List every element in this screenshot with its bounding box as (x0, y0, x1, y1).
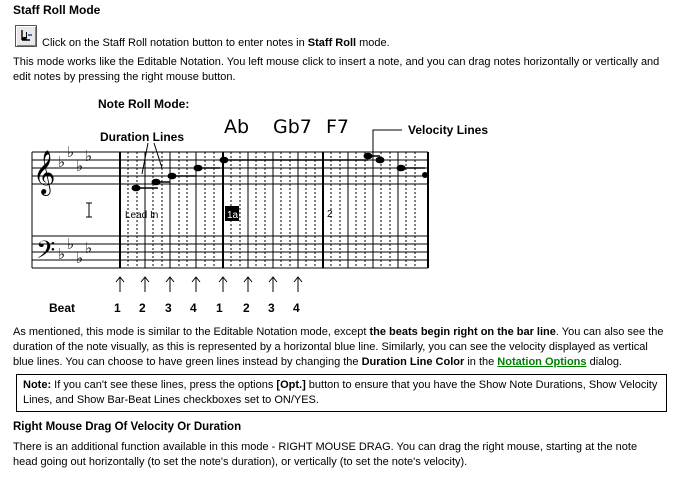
svg-text:3: 3 (165, 301, 172, 315)
beat-arrows (116, 277, 302, 292)
measure-2-marker: 2 (327, 209, 333, 220)
figure-heading: Note Roll Mode: (98, 97, 190, 111)
svg-text:♭: ♭ (76, 158, 84, 175)
svg-text:3: 3 (268, 301, 275, 315)
page-title: Staff Roll Mode (13, 3, 101, 17)
svg-text:♭: ♭ (76, 250, 84, 267)
beat-numbers (114, 301, 300, 315)
barlines (120, 152, 428, 268)
note-box: Note: If you can't see these lines, press the options [Opt.] button to ensure that you have the Show Note Durations, Show Velocity Lines, and Show Bar-Beat Lines checkboxes set to ON/YES. (16, 374, 667, 412)
measure-1a-marker: 1a (227, 210, 239, 221)
chord-f7: F7 (326, 116, 350, 138)
para-description: This mode works like the Editable Notation. You left mouse click to insert a note, and you can drag notes horizontally or vertically and edit notes by pressing the right mouse button. (13, 56, 660, 83)
svg-text:1: 1 (216, 301, 223, 315)
svg-text:4: 4 (190, 301, 197, 315)
svg-text:♭: ♭ (58, 246, 66, 263)
svg-text:♭: ♭ (67, 236, 75, 253)
svg-text:♭: ♭ (67, 144, 75, 161)
svg-text:♭: ♭ (85, 148, 93, 165)
beat-label: Beat (49, 301, 76, 315)
section-heading-right-drag: Right Mouse Drag Of Velocity Or Duration (13, 421, 242, 433)
intro-text: Click on the Staff Roll notation button to enter notes in Staff Roll mode. (42, 37, 390, 49)
treble-key-signature-icon (58, 144, 92, 175)
notation-options-link[interactable]: Notation Options (497, 356, 587, 368)
svg-text:2: 2 (139, 301, 146, 315)
sub-beat-lines (128, 152, 415, 268)
svg-text:2: 2 (243, 301, 250, 315)
bass-clef-icon: 𝄢 (36, 237, 56, 270)
velocity-lines-label: Velocity Lines (408, 123, 489, 137)
svg-text:1: 1 (114, 301, 121, 315)
chord-ab: Ab (224, 116, 250, 138)
beat-lines (145, 152, 398, 268)
notes (132, 153, 429, 192)
note-label: Note: (23, 379, 52, 391)
duration-lines-label: Duration Lines (100, 130, 185, 144)
svg-text:♭: ♭ (85, 240, 93, 257)
text-cursor-icon (86, 203, 92, 217)
lead-in-marker: Lead In (125, 210, 159, 221)
para-right-drag: There is an additional function available in this mode - RIGHT MOUSE DRAG. You can drag the right mouse, starting at the note head going out horizontally (to set the note's duration), or vertically (to set the note's velocity). (13, 441, 638, 468)
chord-gb7: Gb7 (273, 116, 312, 138)
para-duration-velocity: As mentioned, this mode is similar to the Editable Notation mode, except the beats begin right on the bar line. You can also see the duration of the note visually, as this is represented by a horizontal blue line. Similarly, you can see the velocity displayed as vertical blue lines. You can choose to have green lines instead by changing the Duration Line Color in the Notation Options dialog. (13, 326, 664, 368)
treble-clef-icon: 𝄞 (33, 152, 56, 194)
svg-text:4: 4 (293, 301, 300, 315)
svg-text:♭: ♭ (58, 154, 66, 171)
bass-key-signature-icon (58, 236, 92, 267)
